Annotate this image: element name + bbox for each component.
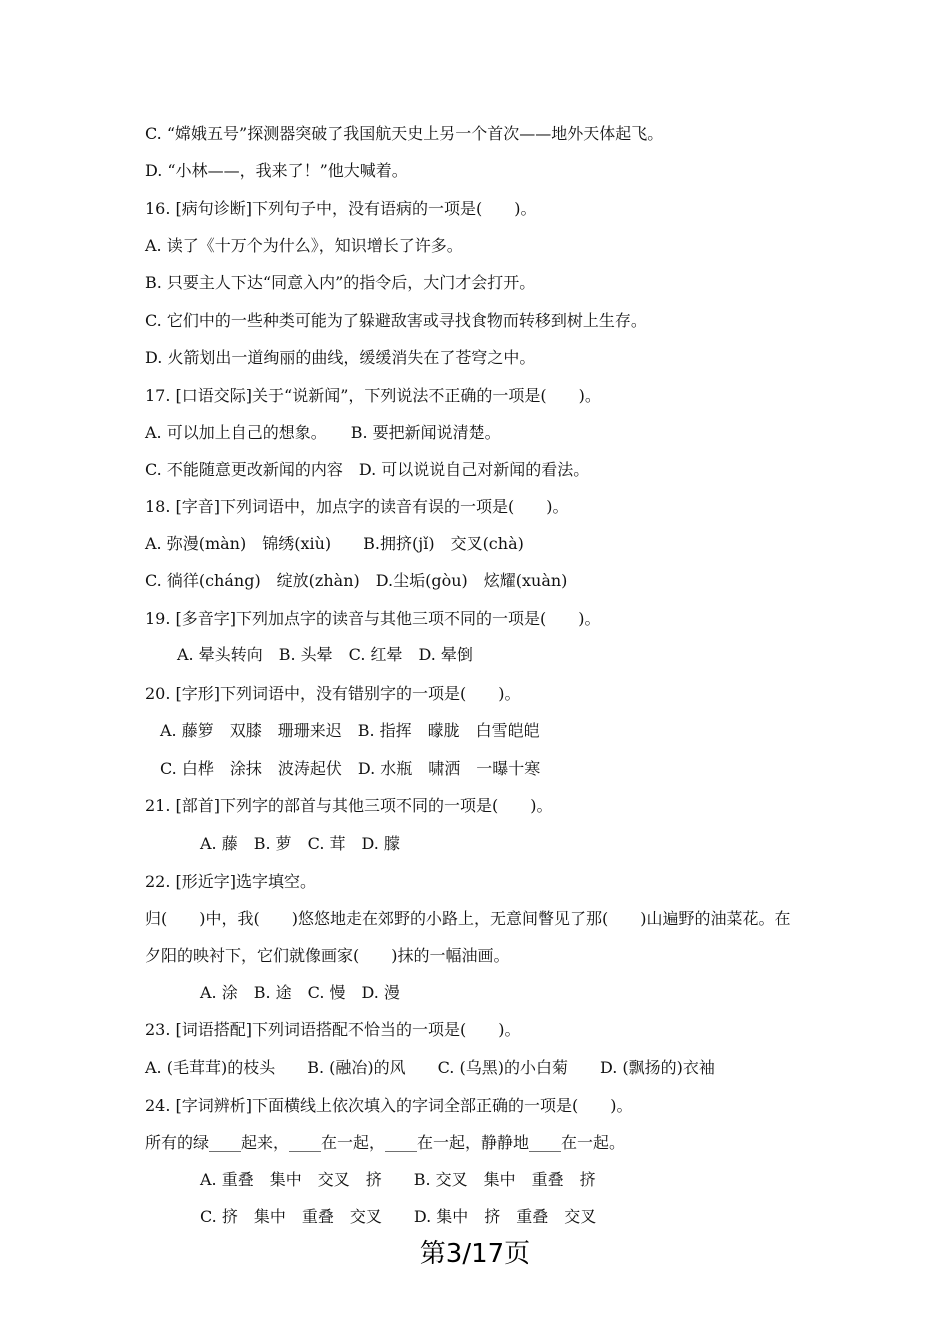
q20-options-ab: A. 藤箩 双膝 珊珊来迟 B. 指挥 曚胧 白雪皑皑	[160, 721, 540, 740]
q24-options-ab: A. 重叠 集中 交叉 挤 B. 交叉 集中 重叠 挤	[200, 1170, 596, 1189]
q17-options-cd: C. 不能随意更改新闻的内容 D. 可以说说自己对新闻的看法。	[145, 460, 590, 479]
q16-option-c: C. 它们中的一些种类可能为了躲避敌害或寻找食物而转移到树上生存。	[145, 311, 647, 330]
q16-option-d: D. 火箭划出一道绚丽的曲线，缓缓消失在了苍穹之中。	[145, 348, 536, 367]
question-23: 23. [词语搭配]下列词语搭配不恰当的一项是( )。	[145, 1020, 521, 1039]
q18-options-cd: C. 徜徉(cháng) 绽放(zhàn) D.尘垢(gòu) 炫耀(xuàn)	[145, 571, 568, 590]
option-c-line: C. “嫦娥五号”探测器突破了我国航天史上另一个首次——地外天体起飞。	[145, 124, 664, 143]
question-18: 18. [字音]下列词语中，加点字的读音有误的一项是( )。	[145, 497, 569, 516]
question-20: 20. [字形]下列词语中，没有错别字的一项是( )。	[145, 684, 521, 703]
question-22: 22. [形近字]选字填空。	[145, 872, 317, 891]
question-19: 19. [多音字]下列加点字的读音与其他三项不同的一项是( )。	[145, 609, 601, 628]
page-number: 第3/17页	[419, 1239, 531, 1269]
q23-options: A. (毛茸茸)的枝头 B. (融冶)的风 C. (乌黑)的小白菊 D. (飘扬的)衣袖	[145, 1058, 715, 1077]
option-d-line: D. “小林——，我来了！”他大喊着。	[145, 161, 408, 180]
q24-options-cd: C. 挤 集中 重叠 交叉 D. 集中 挤 重叠 交叉	[200, 1207, 597, 1226]
q16-option-b: B. 只要主人下达“同意入内”的指令后，大门才会打开。	[145, 273, 536, 292]
q16-option-a: A. 读了《十万个为什么》，知识增长了许多。	[145, 236, 463, 255]
q24-sentence: 所有的绿____起来，____在一起，____在一起，静静地____在一起。	[145, 1133, 626, 1152]
q21-options: A. 藤 B. 萝 C. 茸 D. 朦	[200, 834, 400, 853]
q22-passage-line-2: 夕阳的映衬下，它们就像画家( )抹的一幅油画。	[145, 946, 510, 965]
q18-options-ab: A. 弥漫(màn) 锦绣(xiù) B.拥挤(jǐ) 交叉(chà)	[145, 534, 524, 553]
q19-options: A. 晕头转向 B. 头晕 C. 红晕 D. 晕倒	[177, 645, 473, 664]
q22-passage-line-1: 归( )中，我( )悠悠地走在郊野的小路上，无意间瞥见了那( )山遍野的油菜花。在	[145, 909, 791, 928]
q17-options-ab: A. 可以加上自己的想象。 B. 要把新闻说清楚。	[145, 423, 501, 442]
question-21: 21. [部首]下列字的部首与其他三项不同的一项是( )。	[145, 796, 553, 815]
q20-options-cd: C. 白桦 涂抹 波涛起伏 D. 水瓶 啸洒 一曝十寒	[160, 759, 541, 778]
question-24: 24. [字词辨析]下面横线上依次填入的字词全部正确的一项是( )。	[145, 1096, 633, 1115]
question-16: 16. [病句诊断]下列句子中，没有语病的一项是( )。	[145, 199, 537, 218]
q22-options: A. 涂 B. 途 C. 慢 D. 漫	[200, 983, 400, 1002]
question-17: 17. [口语交际]关于“说新闻”，下列说法不正确的一项是( )。	[145, 386, 601, 405]
